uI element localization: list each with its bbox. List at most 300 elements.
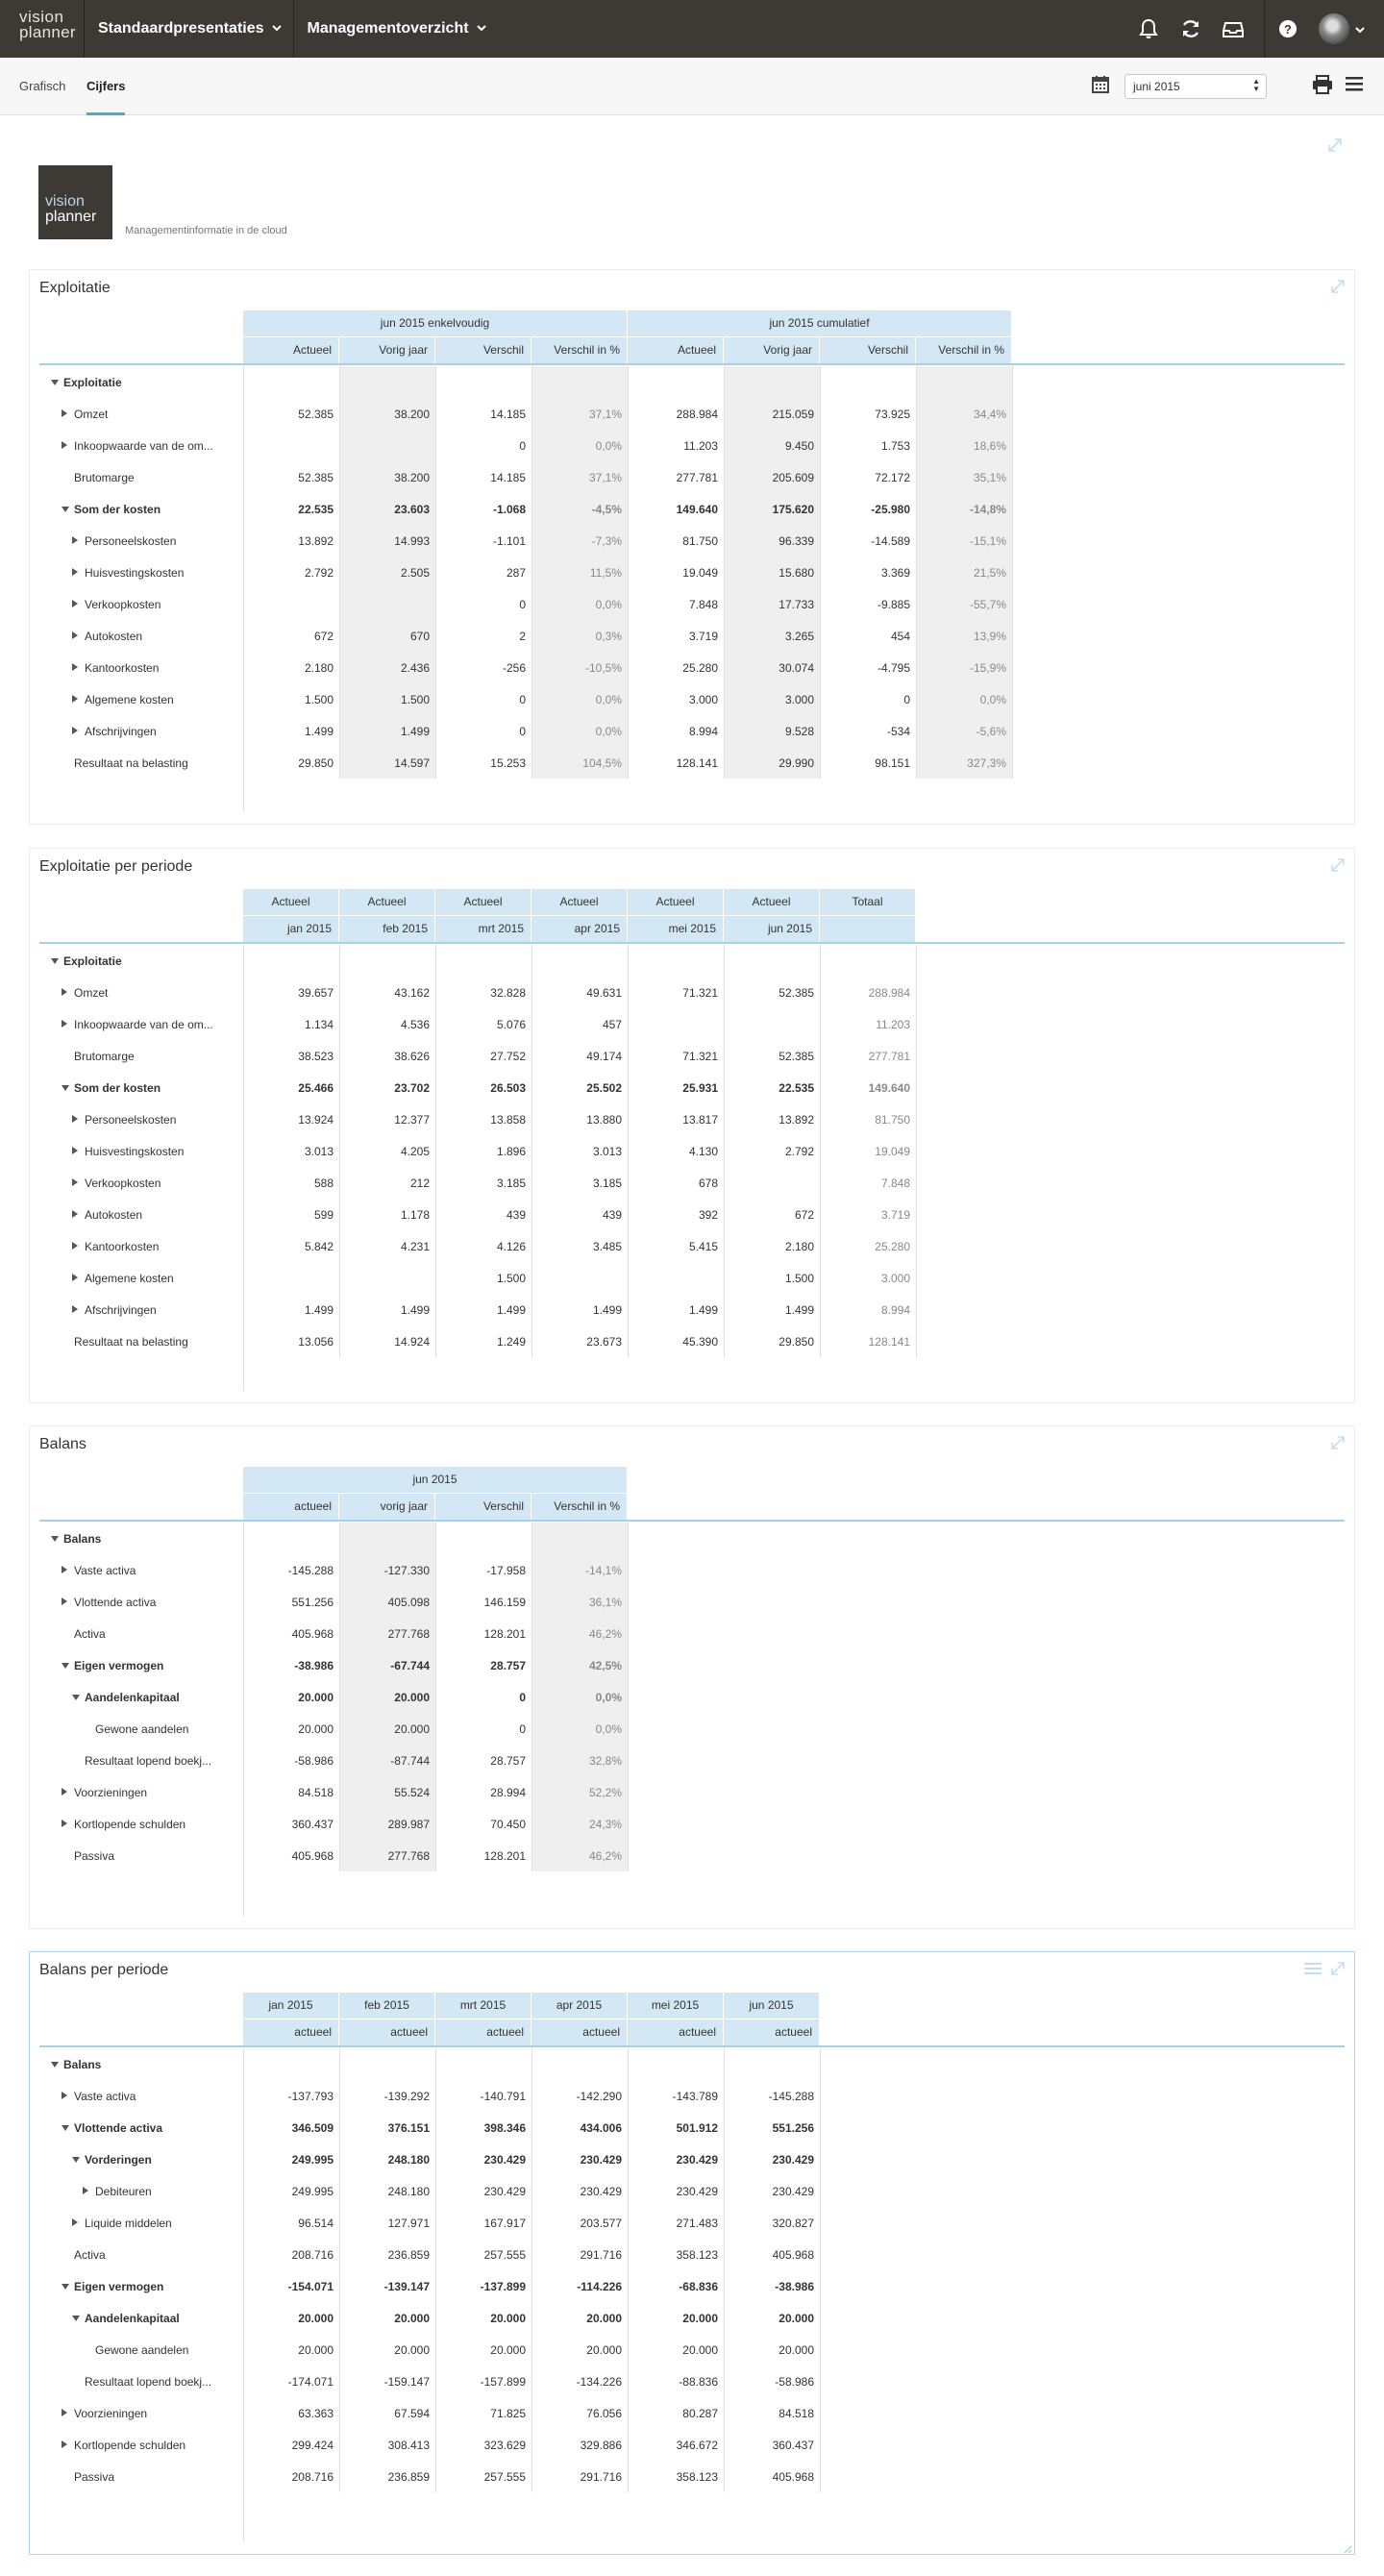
table-cell: 0 <box>519 693 526 706</box>
table-row[interactable] <box>39 945 1345 977</box>
table-row[interactable] <box>39 2112 1345 2143</box>
table-cell: 11.203 <box>683 439 718 453</box>
column-group-header: Totaal <box>820 889 915 915</box>
table-cell: 215.059 <box>772 408 814 421</box>
table-cell: 20.000 <box>298 1691 334 1704</box>
row-label: Activa <box>74 2248 106 2262</box>
expand-caret-icon[interactable] <box>62 1788 67 1796</box>
table-row[interactable] <box>39 1713 1345 1745</box>
panel-title: Balans per periode <box>39 1962 169 1978</box>
header-divider <box>39 363 1345 365</box>
table-cell: 3.000 <box>880 1272 910 1285</box>
table-row[interactable] <box>39 1554 1345 1586</box>
table-row[interactable] <box>39 715 1345 747</box>
table-cell: 20.000 <box>298 2312 334 2325</box>
column-header: apr 2015 <box>531 916 627 942</box>
table-cell: 19.049 <box>682 566 718 580</box>
expand-caret-icon[interactable] <box>62 1020 67 1028</box>
table-cell: 1.500 <box>400 693 430 706</box>
user-menu[interactable] <box>1311 0 1384 58</box>
table-row[interactable] <box>39 2270 1345 2302</box>
table-cell: 1.499 <box>400 725 430 738</box>
table-row[interactable] <box>39 1230 1345 1262</box>
table-row[interactable] <box>39 1808 1345 1840</box>
table-cell: 7.848 <box>880 1177 910 1190</box>
table-cell: 20.000 <box>682 2343 718 2357</box>
table-cell: 439 <box>506 1208 526 1222</box>
table-cell: -15,1% <box>969 534 1006 548</box>
table-cell: 20.000 <box>394 2312 430 2325</box>
column-group-header: feb 2015 <box>339 1993 434 2019</box>
table-cell: 18,6% <box>973 439 1006 453</box>
table-row[interactable] <box>39 683 1345 715</box>
table-cell: 71.825 <box>490 2407 526 2420</box>
collapse-caret-icon[interactable] <box>51 2062 59 2068</box>
table-row[interactable] <box>39 1167 1345 1199</box>
expand-caret-icon[interactable] <box>83 2187 88 2194</box>
header-divider <box>39 2045 1345 2047</box>
expand-caret-icon[interactable] <box>62 2440 67 2448</box>
inbox-icon[interactable] <box>1222 17 1245 40</box>
table-cell: 3.000 <box>784 693 814 706</box>
collapse-caret-icon[interactable] <box>62 2125 69 2131</box>
company-logo-line1: vision <box>45 193 85 210</box>
table-cell: 128.201 <box>483 1627 526 1641</box>
expand-caret-icon[interactable] <box>72 1274 78 1281</box>
expand-icon[interactable] <box>1329 278 1347 295</box>
table-cell: 1.500 <box>304 693 334 706</box>
table-row[interactable] <box>39 2397 1345 2429</box>
expand-caret-icon[interactable] <box>72 1305 78 1313</box>
table-cell: -88.836 <box>679 2375 718 2389</box>
row-label: Vaste activa <box>74 2090 136 2103</box>
column-header: actueel <box>243 1494 338 1520</box>
table-cell: 76.056 <box>586 2407 622 2420</box>
table-row[interactable] <box>39 2429 1345 2461</box>
table-cell: 405.968 <box>291 1849 334 1863</box>
table-row[interactable] <box>39 1008 1345 1040</box>
table-cell: 0,0% <box>595 1691 622 1704</box>
table-cell: -174.071 <box>287 2375 334 2389</box>
table-cell: 20.000 <box>778 2312 814 2325</box>
chevron-down-icon <box>1355 22 1365 37</box>
table-cell: 46,2% <box>588 1627 622 1641</box>
table-cell: 70.450 <box>490 1818 526 1831</box>
table-cell: 320.827 <box>772 2217 814 2230</box>
table-cell: 287 <box>506 566 526 580</box>
row-label: Vaste activa <box>74 1564 136 1577</box>
table-cell: 291.716 <box>580 2248 622 2262</box>
collapse-caret-icon[interactable] <box>72 1695 80 1700</box>
table-cell: 20.000 <box>394 1722 430 1736</box>
table-cell: 13.858 <box>490 1113 526 1127</box>
table-cell: 24,3% <box>588 1818 622 1831</box>
collapse-caret-icon[interactable] <box>72 2316 80 2321</box>
row-label: Autokosten <box>85 630 143 643</box>
column-group-header: mrt 2015 <box>435 1993 531 2019</box>
table-cell: 4.126 <box>496 1240 526 1253</box>
collapse-caret-icon[interactable] <box>51 1536 59 1542</box>
table-cell: 3.000 <box>688 693 718 706</box>
table-row[interactable] <box>39 461 1345 493</box>
table-cell: 13.892 <box>778 1113 814 1127</box>
table-cell: -55,7% <box>969 598 1006 611</box>
expand-icon[interactable] <box>1329 1434 1347 1451</box>
table-cell: -58.986 <box>775 2375 814 2389</box>
table-row[interactable] <box>39 1103 1345 1135</box>
table-row[interactable] <box>39 2334 1345 2365</box>
managementoverzicht-label: Managementoverzicht <box>307 20 469 37</box>
table-row[interactable] <box>39 652 1345 683</box>
table-row[interactable] <box>39 2461 1345 2492</box>
column-header: Actueel <box>243 337 338 363</box>
collapse-caret-icon[interactable] <box>62 507 69 512</box>
expand-caret-icon[interactable] <box>62 988 67 996</box>
table-cell: 84.518 <box>778 2407 814 2420</box>
table-cell: 230.429 <box>772 2185 814 2198</box>
table-cell: -67.744 <box>390 1659 430 1672</box>
table-cell: 288.984 <box>676 408 718 421</box>
table-cell: 149.640 <box>676 503 718 516</box>
expand-caret-icon[interactable] <box>72 2218 78 2226</box>
table-cell: 15.680 <box>778 566 814 580</box>
table-cell: -14,1% <box>584 1564 622 1577</box>
expand-caret-icon[interactable] <box>72 1210 78 1218</box>
table-cell: 128.201 <box>483 1849 526 1863</box>
table-cell: 14.993 <box>394 534 430 548</box>
table-cell: 25.466 <box>298 1081 334 1095</box>
table-cell: 11,5% <box>589 566 622 580</box>
table-cell: 5.076 <box>496 1018 526 1031</box>
data-table <box>39 310 1345 812</box>
table-row[interactable] <box>39 1325 1345 1357</box>
table-cell: 72.172 <box>875 471 910 484</box>
table-row[interactable] <box>39 1681 1345 1713</box>
table-row[interactable] <box>39 1523 1345 1554</box>
table-cell: 71.321 <box>682 986 718 1000</box>
refresh-icon[interactable] <box>1179 17 1202 40</box>
table-cell: 0,0% <box>595 1722 622 1736</box>
table-cell: 39.657 <box>298 986 334 1000</box>
column-header: jan 2015 <box>243 916 338 942</box>
table-cell: 19.049 <box>875 1145 910 1158</box>
table-cell: 26.503 <box>490 1081 526 1095</box>
resize-handle-icon[interactable] <box>1343 2542 1352 2552</box>
column-header <box>820 916 915 942</box>
expand-caret-icon[interactable] <box>72 695 78 703</box>
expand-caret-icon[interactable] <box>62 441 67 449</box>
table-row[interactable] <box>39 747 1345 779</box>
table-cell: 299.424 <box>291 2439 334 2452</box>
collapse-caret-icon[interactable] <box>62 2284 69 2290</box>
table-cell: -5,6% <box>976 725 1006 738</box>
expand-caret-icon[interactable] <box>62 1820 67 1827</box>
row-label: Resultaat na belasting <box>74 1335 188 1349</box>
column-group-header: jun 2015 <box>243 1467 627 1493</box>
expand-caret-icon[interactable] <box>72 536 78 544</box>
row-label: Eigen vermogen <box>74 1659 164 1672</box>
row-label: Exploitatie <box>63 376 122 389</box>
table-cell: 257.555 <box>483 2248 526 2262</box>
row-label: Personeelskosten <box>85 1113 177 1127</box>
table-cell: 257.555 <box>483 2470 526 2484</box>
collapse-caret-icon[interactable] <box>62 1663 69 1669</box>
table-cell: -137.793 <box>287 2090 334 2103</box>
table-cell: 80.287 <box>682 2407 718 2420</box>
column-header: vorig jaar <box>339 1494 434 1520</box>
company-tagline: Managementinformatie in de cloud <box>125 225 287 236</box>
table-cell: 230.429 <box>483 2153 526 2167</box>
column-header: actueel <box>243 2019 338 2045</box>
table-row[interactable] <box>39 1586 1345 1618</box>
column-group-header: Actueel <box>628 889 723 915</box>
expand-icon[interactable] <box>1329 856 1347 874</box>
table-cell: -159.147 <box>383 2375 430 2389</box>
table-cell: 63.363 <box>298 2407 334 2420</box>
row-label: Exploitatie <box>63 954 122 968</box>
table-row[interactable] <box>39 2143 1345 2175</box>
list-icon[interactable] <box>1304 1962 1322 1978</box>
table-row[interactable] <box>39 1776 1345 1808</box>
table-cell: 7.848 <box>688 598 718 611</box>
table-cell: 20.000 <box>394 1691 430 1704</box>
table-cell: 29.850 <box>298 756 334 770</box>
table-cell: 3.719 <box>880 1208 910 1222</box>
expand-caret-icon[interactable] <box>72 632 78 639</box>
table-row[interactable] <box>39 1294 1345 1325</box>
table-cell: 0 <box>519 1722 526 1736</box>
table-row[interactable] <box>39 525 1345 557</box>
table-cell: -134.226 <box>576 2375 622 2389</box>
table-row[interactable] <box>39 1262 1345 1294</box>
expand-caret-icon[interactable] <box>72 727 78 734</box>
row-label: Omzet <box>74 408 109 421</box>
expand-caret-icon[interactable] <box>62 1566 67 1573</box>
table-row[interactable] <box>39 2239 1345 2270</box>
table-cell: 29.990 <box>778 756 814 770</box>
table-cell: 81.750 <box>682 534 718 548</box>
app-logo-line1: vision <box>19 8 64 26</box>
table-row[interactable] <box>39 1135 1345 1167</box>
period-select[interactable] <box>1124 74 1267 99</box>
table-cell: 0,0% <box>595 693 622 706</box>
expand-caret-icon[interactable] <box>62 2409 67 2416</box>
table-cell: 34,4% <box>973 408 1006 421</box>
table-cell: 104,5% <box>582 756 622 770</box>
print-icon[interactable] <box>1312 75 1333 97</box>
table-row[interactable] <box>39 1649 1345 1681</box>
expand-caret-icon[interactable] <box>72 600 78 607</box>
table-cell: 236.859 <box>387 2248 430 2262</box>
table-row[interactable] <box>39 430 1345 461</box>
table-cell: 1.500 <box>784 1272 814 1285</box>
table-row[interactable] <box>39 2207 1345 2239</box>
table-cell: 0 <box>519 598 526 611</box>
data-table <box>39 1993 1345 2542</box>
table-cell: -4.795 <box>877 661 910 675</box>
panel-title: Balans <box>39 1436 86 1452</box>
table-cell: 230.429 <box>676 2185 718 2198</box>
collapse-caret-icon[interactable] <box>51 958 59 964</box>
expand-caret-icon[interactable] <box>62 409 67 417</box>
table-cell: 1.753 <box>880 439 910 453</box>
table-row[interactable] <box>39 2365 1345 2397</box>
table-row[interactable] <box>39 1840 1345 1871</box>
row-label: Kantoorkosten <box>85 661 160 675</box>
table-row[interactable] <box>39 493 1345 525</box>
table-cell: -143.789 <box>672 2090 718 2103</box>
table-cell: 346.672 <box>676 2439 718 2452</box>
table-row[interactable] <box>39 1072 1345 1103</box>
table-cell: 501.912 <box>676 2121 718 2135</box>
column-header: feb 2015 <box>339 916 434 942</box>
tab-grafisch[interactable]: Grafisch <box>19 79 66 93</box>
help-icon[interactable] <box>1265 0 1311 58</box>
table-cell: 277.781 <box>868 1050 910 1063</box>
table-cell: 25.280 <box>875 1240 910 1253</box>
table-cell: 32,8% <box>588 1754 622 1768</box>
row-label: Eigen vermogen <box>74 2280 164 2293</box>
table-cell: 5.415 <box>688 1240 718 1253</box>
table-cell: 96.339 <box>778 534 814 548</box>
expand-caret-icon[interactable] <box>62 1598 67 1605</box>
table-cell: -4,5% <box>591 503 622 516</box>
column-group-header: jun 2015 <box>724 1993 819 2019</box>
column-group-header: jun 2015 cumulatief <box>628 310 1011 336</box>
table-cell: 13,9% <box>973 630 1006 643</box>
table-cell: 4.536 <box>400 1018 430 1031</box>
table-cell: 25.280 <box>682 661 718 675</box>
row-label: Verkoopkosten <box>85 1177 161 1190</box>
row-label: Gewone aandelen <box>95 2343 189 2357</box>
row-label: Gewone aandelen <box>95 1722 189 1736</box>
standaardpresentaties-dropdown[interactable] <box>85 0 294 58</box>
row-label: Activa <box>74 1627 106 1641</box>
panel-title: Exploitatie per periode <box>39 858 193 875</box>
app-logo[interactable] <box>0 0 85 58</box>
collapse-caret-icon[interactable] <box>62 1085 69 1091</box>
panel-title: Exploitatie <box>39 280 111 296</box>
collapse-caret-icon[interactable] <box>51 380 59 385</box>
table-row[interactable] <box>39 2175 1345 2207</box>
table-row[interactable] <box>39 1745 1345 1776</box>
data-table <box>39 1467 1345 1917</box>
table-cell: -38.986 <box>294 1659 334 1672</box>
table-cell: 167.917 <box>483 2217 526 2230</box>
table-cell: 439 <box>602 1208 622 1222</box>
period-select-value: juni 2015 <box>1133 80 1180 93</box>
table-cell: 457 <box>602 1018 622 1031</box>
table-cell: 175.620 <box>772 503 814 516</box>
table-row[interactable] <box>39 977 1345 1008</box>
table-cell: 9.450 <box>784 439 814 453</box>
table-row[interactable] <box>39 1618 1345 1649</box>
column-header: actueel <box>339 2019 434 2045</box>
company-logo <box>38 165 112 239</box>
expand-caret-icon[interactable] <box>72 1115 78 1123</box>
panel-balans-per-periode <box>29 1951 1355 2555</box>
table-cell: -127.330 <box>383 1564 430 1577</box>
table-cell: 1.499 <box>304 1303 334 1317</box>
column-group-header: apr 2015 <box>531 1993 627 2019</box>
table-cell: 599 <box>313 1208 334 1222</box>
table-cell: 376.151 <box>387 2121 430 2135</box>
table-cell: 346.509 <box>291 2121 334 2135</box>
managementoverzicht-dropdown[interactable] <box>294 0 498 58</box>
column-header: Actueel <box>628 337 723 363</box>
table-cell: 1.178 <box>400 1208 430 1222</box>
table-cell: 248.180 <box>387 2153 430 2167</box>
table-cell: 358.123 <box>676 2470 718 2484</box>
column-group-header: Actueel <box>243 889 338 915</box>
column-header: actueel <box>435 2019 531 2045</box>
collapse-caret-icon[interactable] <box>72 2157 80 2163</box>
table-cell: 3.185 <box>496 1177 526 1190</box>
table-row[interactable] <box>39 2048 1345 2080</box>
column-header: mrt 2015 <box>435 916 531 942</box>
table-cell: 20.000 <box>778 2343 814 2357</box>
expand-caret-icon[interactable] <box>62 2092 67 2099</box>
tab-cijfers[interactable]: Cijfers <box>86 58 125 115</box>
table-cell: 405.968 <box>772 2470 814 2484</box>
table-cell: 3.013 <box>592 1145 622 1158</box>
row-label: Resultaat na belasting <box>74 756 188 770</box>
bell-icon[interactable] <box>1137 17 1160 40</box>
table-cell: 55.524 <box>394 1786 430 1799</box>
table-row[interactable] <box>39 620 1345 652</box>
table-cell: 3.719 <box>688 630 718 643</box>
table-cell: 28.757 <box>490 1754 526 1768</box>
table-cell: 230.429 <box>772 2153 814 2167</box>
table-row[interactable] <box>39 2080 1345 2112</box>
table-cell: 208.716 <box>291 2248 334 2262</box>
table-cell: 203.577 <box>580 2217 622 2230</box>
expand-caret-icon[interactable] <box>72 1242 78 1250</box>
table-cell: 405.968 <box>291 1627 334 1641</box>
row-label: Huisvestingskosten <box>85 1145 185 1158</box>
expand-caret-icon[interactable] <box>72 1147 78 1154</box>
column-header: Verschil in % <box>531 1494 627 1520</box>
table-cell: 52,2% <box>588 1786 622 1799</box>
table-row[interactable] <box>39 1199 1345 1230</box>
expand-caret-icon[interactable] <box>72 1178 78 1186</box>
table-cell: 52.385 <box>298 471 334 484</box>
table-row[interactable] <box>39 366 1345 398</box>
expand-icon[interactable] <box>1329 1960 1347 1977</box>
expand-caret-icon[interactable] <box>72 568 78 576</box>
expand-caret-icon[interactable] <box>72 663 78 671</box>
table-row[interactable] <box>39 1040 1345 1072</box>
table-cell: 1.249 <box>496 1335 526 1349</box>
hamburger-menu-icon[interactable] <box>1345 75 1364 95</box>
table-row[interactable] <box>39 557 1345 588</box>
column-header: actueel <box>724 2019 819 2045</box>
table-cell: 67.594 <box>394 2407 430 2420</box>
table-cell: 672 <box>313 630 334 643</box>
table-cell: 127.971 <box>387 2217 430 2230</box>
expand-icon[interactable] <box>1326 136 1344 154</box>
table-cell: -534 <box>886 725 910 738</box>
table-cell: 1.499 <box>304 725 334 738</box>
table-row[interactable] <box>39 2302 1345 2334</box>
select-arrows-icon: ▲ ▼ <box>1252 77 1260 93</box>
table-row[interactable] <box>39 588 1345 620</box>
row-label: Inkoopwaarde van de om... <box>74 439 213 453</box>
table-row[interactable] <box>39 398 1345 430</box>
table-cell: 32.828 <box>490 986 526 1000</box>
row-label: Kortlopende schulden <box>74 2439 186 2452</box>
calendar-icon[interactable] <box>1091 75 1110 97</box>
